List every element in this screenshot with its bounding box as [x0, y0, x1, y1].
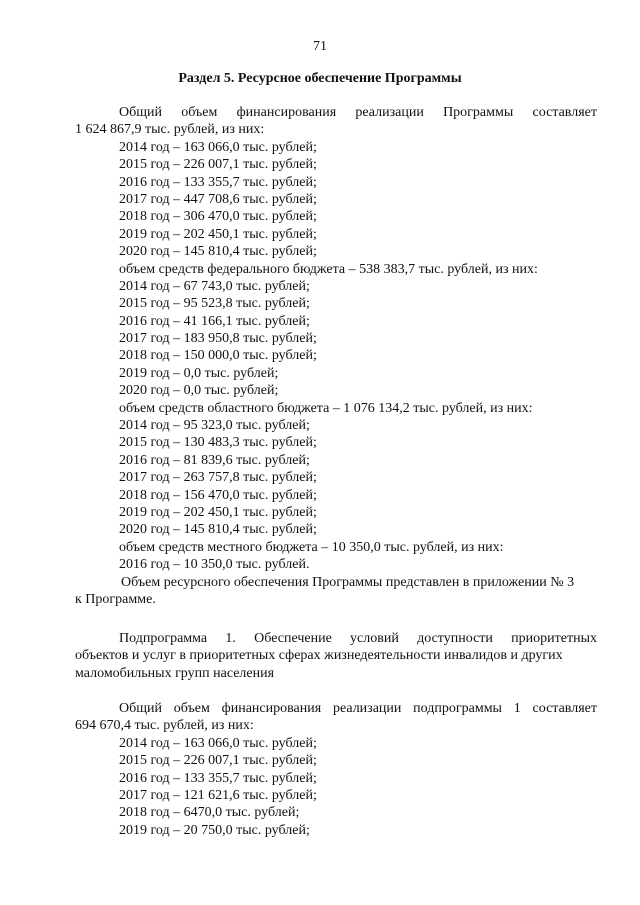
- regional-year-item: 2014 год – 95 323,0 тыс. рублей;: [119, 418, 310, 434]
- subprogram-funding-line1: Общий объем финансирования реализации подпрограммы 1 составляет: [119, 701, 597, 716]
- total-year-item: 2014 год – 163 066,0 тыс. рублей;: [119, 139, 317, 155]
- subprogram-title-line3: маломобильных групп населения: [75, 665, 275, 681]
- federal-year-item: 2019 год – 0,0 тыс. рублей;: [119, 365, 279, 381]
- subprogram-year-item: 2016 год – 133 355,7 тыс. рублей;: [119, 770, 317, 786]
- appendix-note-line2: к Программе.: [75, 591, 156, 607]
- subprogram-year-item: 2019 год – 20 750,0 тыс. рублей;: [119, 822, 310, 838]
- regional-year-item: 2018 год – 156 470,0 тыс. рублей;: [119, 487, 317, 503]
- federal-year-item: 2016 год – 41 166,1 тыс. рублей;: [119, 313, 310, 329]
- total-year-item: 2019 год – 202 450,1 тыс. рублей;: [119, 226, 317, 242]
- total-year-item: 2015 год – 226 007,1 тыс. рублей;: [119, 157, 317, 173]
- regional-year-item: 2019 год – 202 450,1 тыс. рублей;: [119, 504, 317, 520]
- subprogram-funding-block: [75, 700, 597, 839]
- appendix-note-line1: Объем ресурсного обеспечения Программы представлен в приложении № 3: [121, 574, 575, 590]
- subprogram-title-block: [75, 630, 597, 682]
- total-year-item: 2017 год – 447 708,6 тыс. рублей;: [119, 191, 317, 207]
- total-funding-line2: 1 624 867,9 тыс. рублей, из них:: [75, 122, 265, 138]
- subprogram-title-line1: Подпрограмма 1. Обеспечение условий доступности приоритетных: [119, 631, 597, 646]
- local-year-item: 2016 год – 10 350,0 тыс. рублей.: [119, 557, 310, 573]
- regional-budget-heading: объем средств областного бюджета – 1 076 134,2 тыс. рублей, из них:: [119, 400, 533, 416]
- federal-year-item: 2014 год – 67 743,0 тыс. рублей;: [119, 278, 310, 294]
- federal-year-item: 2020 год – 0,0 тыс. рублей;: [119, 383, 279, 399]
- subprogram-year-item: 2017 год – 121 621,6 тыс. рублей;: [119, 787, 317, 803]
- total-year-item: 2020 год – 145 810,4 тыс. рублей;: [119, 244, 317, 260]
- total-year-item: 2018 год – 306 470,0 тыс. рублей;: [119, 209, 317, 225]
- subprogram-year-item: 2015 год – 226 007,1 тыс. рублей;: [119, 753, 317, 769]
- subprogram-title-line2: объектов и услуг в приоритетных сферах жизнедеятельности инвалидов и других: [75, 648, 563, 664]
- section-title: Раздел 5. Ресурсное обеспечение Программы: [178, 71, 462, 86]
- federal-year-item: 2015 год – 95 523,8 тыс. рублей;: [119, 296, 310, 312]
- subprogram-year-item: 2014 год – 163 066,0 тыс. рублей;: [119, 735, 317, 751]
- regional-year-item: 2016 год – 81 839,6 тыс. рублей;: [119, 452, 310, 468]
- federal-budget-heading: объем средств федерального бюджета – 538 383,7 тыс. рублей, из них:: [119, 261, 538, 277]
- total-funding-block: [75, 104, 597, 608]
- subprogram-funding-line2: 694 670,4 тыс. рублей, из них:: [75, 718, 254, 734]
- regional-year-item: 2017 год – 263 757,8 тыс. рублей;: [119, 470, 317, 486]
- total-funding-line1: Общий объем финансирования реализации Программы составляет: [119, 105, 597, 120]
- total-year-item: 2016 год – 133 355,7 тыс. рублей;: [119, 174, 317, 190]
- federal-year-item: 2018 год – 150 000,0 тыс. рублей;: [119, 348, 317, 364]
- local-budget-heading: объем средств местного бюджета – 10 350,0 тыс. рублей, из них:: [119, 539, 504, 555]
- subprogram-year-item: 2018 год – 6470,0 тыс. рублей;: [119, 805, 300, 821]
- regional-year-item: 2020 год – 145 810,4 тыс. рублей;: [119, 522, 317, 538]
- page-number: 71: [313, 39, 327, 54]
- federal-year-item: 2017 год – 183 950,8 тыс. рублей;: [119, 331, 317, 347]
- regional-year-item: 2015 год – 130 483,3 тыс. рублей;: [119, 435, 317, 451]
